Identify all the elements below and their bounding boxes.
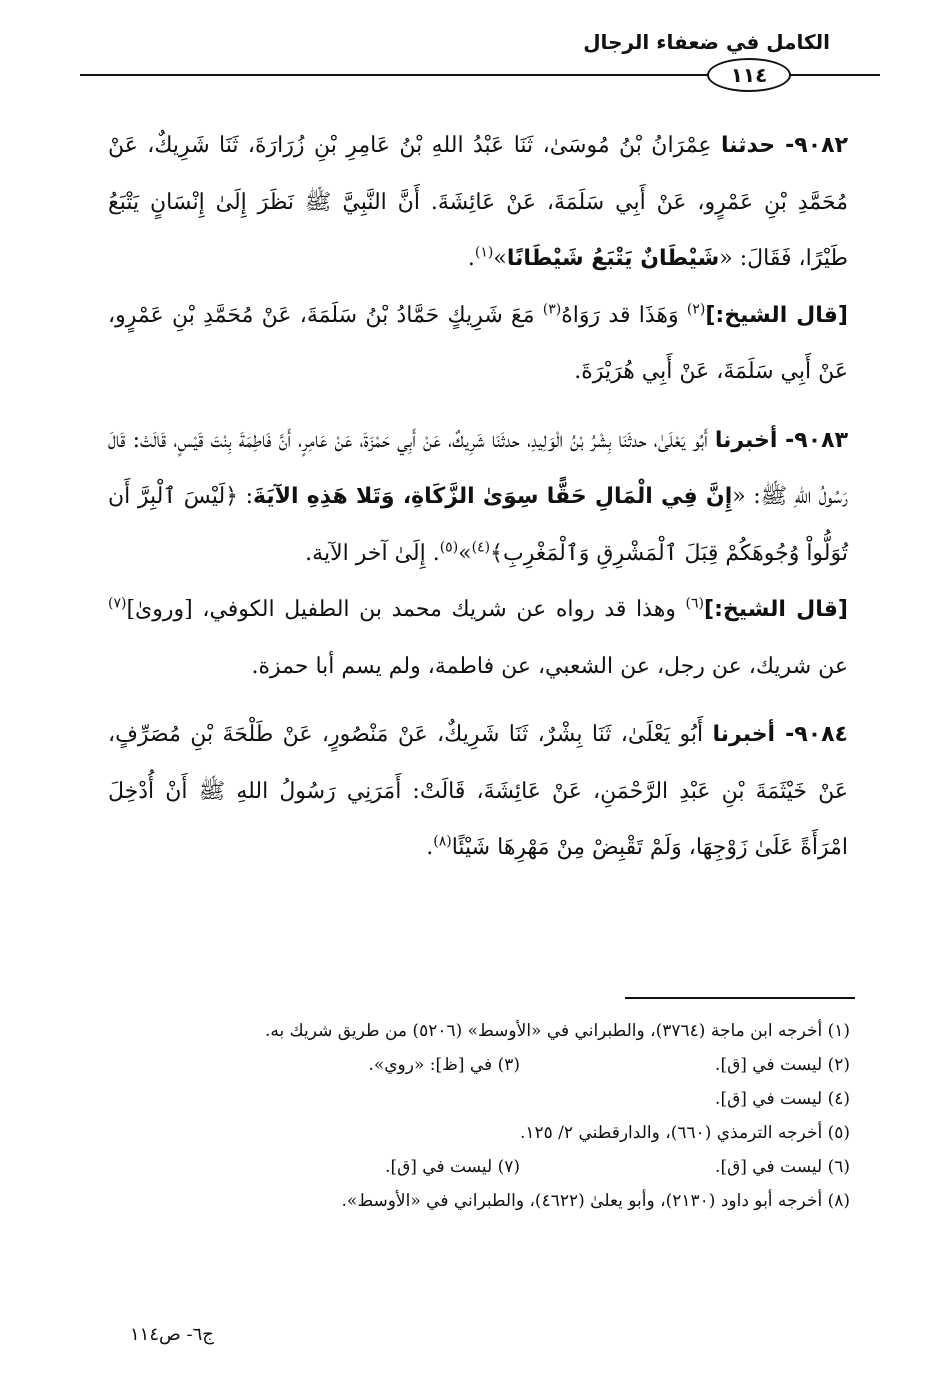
footnote-line	[150, 1048, 850, 1082]
footnote-line	[150, 1150, 850, 1184]
footnote-5: (٥) أخرجه الترمذي (٦٦٠)، والدارقطني ٢/ ١٢٥.	[519, 1123, 850, 1143]
footnote-1: (١) أخرجه ابن ماجة (٣٧٦٤)، والطبراني في «الأوسط» (٥٢٠٦) من طريق شريك به.	[265, 1021, 850, 1041]
footnote-7: (٧) ليست في [ق].	[385, 1157, 520, 1177]
shaykh-comment-2	[108, 582, 848, 695]
entry-dash: -	[777, 427, 795, 453]
comment-text: مَعَ شَرِيكٍ حَمَّادُ بْنُ سَلَمَةَ، عَنْ مُحَمَّدِ بْنِ عَمْرٍو، عَنْ أَبِي سَلَمَةَ، عَنْ أَبِي هُرَيْرَةَ.	[108, 302, 848, 384]
sentence-end: .	[426, 835, 434, 860]
footnote-8: (٨) أخرجه أبو داود (٢١٣٠)، وأبو يعلىٰ (٤٦٢٢)، والطبراني في «الأوسط».	[341, 1191, 850, 1211]
footnotes	[150, 1014, 850, 1218]
footnote-ref: (٦)	[685, 595, 705, 612]
footnote-ref: (٤)	[471, 539, 491, 556]
entry-number: ٩٠٨٢	[794, 133, 849, 158]
footnote-line	[150, 1116, 850, 1150]
footnote-ref: (٨)	[433, 833, 452, 850]
running-header-title: الكامل في ضعفاء الرجال	[583, 30, 830, 54]
narration-verb: أخبرنا	[714, 427, 778, 453]
footnote-2: (٢) ليست في [ق].	[715, 1055, 850, 1075]
footnote-ref: (٣)	[542, 301, 562, 318]
comment-text: وَهَذَا قد رَوَاهُ	[561, 302, 687, 328]
comment-text: وهذا قد رواه عن شريك محمد بن الطفيل الكوفي، [وروىٰ]	[126, 597, 686, 622]
footnote-ref: (٢)	[686, 301, 706, 318]
page-reference: ج٦- ص١١٤	[130, 1324, 214, 1345]
sentence-end: .	[467, 246, 475, 271]
entry-number: ٩٠٨٣	[794, 427, 848, 453]
page-number: ١١٤	[730, 63, 768, 87]
entry-number: ٩٠٨٤	[794, 722, 848, 747]
footnote-separator	[625, 997, 855, 999]
hadith-entry-9084	[108, 707, 848, 877]
isnad-text: أَبُو يَعْلَىٰ، ثَنَا بِشْرٌ، ثَنَا شَرِيكٌ، عَنْ مَنْصُورٍ، عَنْ طَلْحَةَ بْنِ مُصَرِّفٍ، عَنْ خَيْثَمَةَ بْنِ عَبْدِ الرَّحْمَنِ، عَنْ عَائِشَةَ، قَالَتْ: أَمَرَنِي رَسُولُ اللهِ ﷺ أَنْ أُدْخِلَ امْرَأَةً عَلَىٰ زَوْجِهَا، وَلَمْ تَقْبِضْ مِنْ مَهْرِهَا شَيْئًا	[108, 722, 848, 860]
main-text	[108, 118, 848, 877]
quran-verse: ﴿لَيْسَ ٱلْبِرَّ أَن تُوَلُّواْ وُجُوهَكُمْ قِبَلَ ٱلْمَشْرِقِ وَٱلْمَغْرِبِ﴾	[108, 484, 848, 566]
hadith-entry-9083	[108, 413, 848, 583]
footnote-3: (٣) في [ظ]: «روي».	[368, 1055, 520, 1075]
shaykh-label: [قال الشيخ:]	[704, 597, 848, 622]
hadith-entry-9082	[108, 118, 848, 288]
hadith-matn: شَيْطَانٌ يَتْبَعُ شَيْطَانًا	[506, 246, 720, 271]
footnote-line	[150, 1082, 850, 1116]
footnote-line	[150, 1014, 850, 1048]
quote-close: »	[493, 246, 507, 271]
comment-text: عن شريك، عن رجل، عن الشعبي، عن فاطمة، ولم يسم أبا حمزة.	[251, 653, 848, 679]
entry-dash: -	[775, 133, 795, 158]
footnote-ref: (٥)	[439, 539, 459, 556]
shaykh-comment-1	[108, 288, 848, 401]
narration-verb: حدثنا	[721, 133, 776, 158]
footnote-ref: (١)	[474, 244, 494, 261]
footnote-6: (٦) ليست في [ق].	[715, 1157, 850, 1177]
hadith-matn: إِنَّ فِي الْمَالِ حَقًّا سِوَىٰ الزَّكَاةِ، وَتَلا هَذِهِ الآيَةَ	[253, 484, 733, 509]
narration-verb: أخبرنا	[712, 722, 776, 747]
footnote-ref: (٧)	[108, 595, 127, 612]
isnad-text: عِمْرَانُ بْنُ مُوسَىٰ، ثَنَا عَبْدُ اللهِ بْنُ عَامِرِ بْنِ زُرَارَةَ، ثَنَا شَرِيكٌ، عَنْ مُحَمَّدِ بْنِ عَمْرٍو، عَنْ أَبِي سَلَمَةَ، عَنْ عَائِشَةَ. أَنَّ النَّبِيَّ ﷺ نَظَرَ إِلَىٰ إِنْسَانٍ يَتْبَعُ طَيْرًا، فَقَالَ: «	[108, 133, 848, 271]
colon: :	[238, 484, 254, 509]
quote-close: »	[458, 540, 472, 566]
isnad-text: أَبُو يَعْلَىٰ، حدثَنَا بِشْرُ بْنُ الْوَلِيدِ، حدثَنَا شَرِيكٌ، عَنْ أَبِي حَمْزَةَ، عَنْ عَامِرٍ، أَنَّ فَاطِمَةَ بِنْتَ قَيْسٍ، قَالَتْ: قَالَ رَسُولُ اللهِ ﷺ: «	[108, 427, 849, 509]
shaykh-label: [قال الشيخ:]	[705, 302, 848, 328]
footnote-4: (٤) ليست في [ق].	[715, 1089, 850, 1109]
page-number-badge	[707, 58, 791, 92]
footnote-line	[150, 1184, 850, 1218]
entry-dash: -	[775, 722, 795, 747]
sentence-end: . إِلَىٰ آخر الآية.	[305, 540, 440, 566]
